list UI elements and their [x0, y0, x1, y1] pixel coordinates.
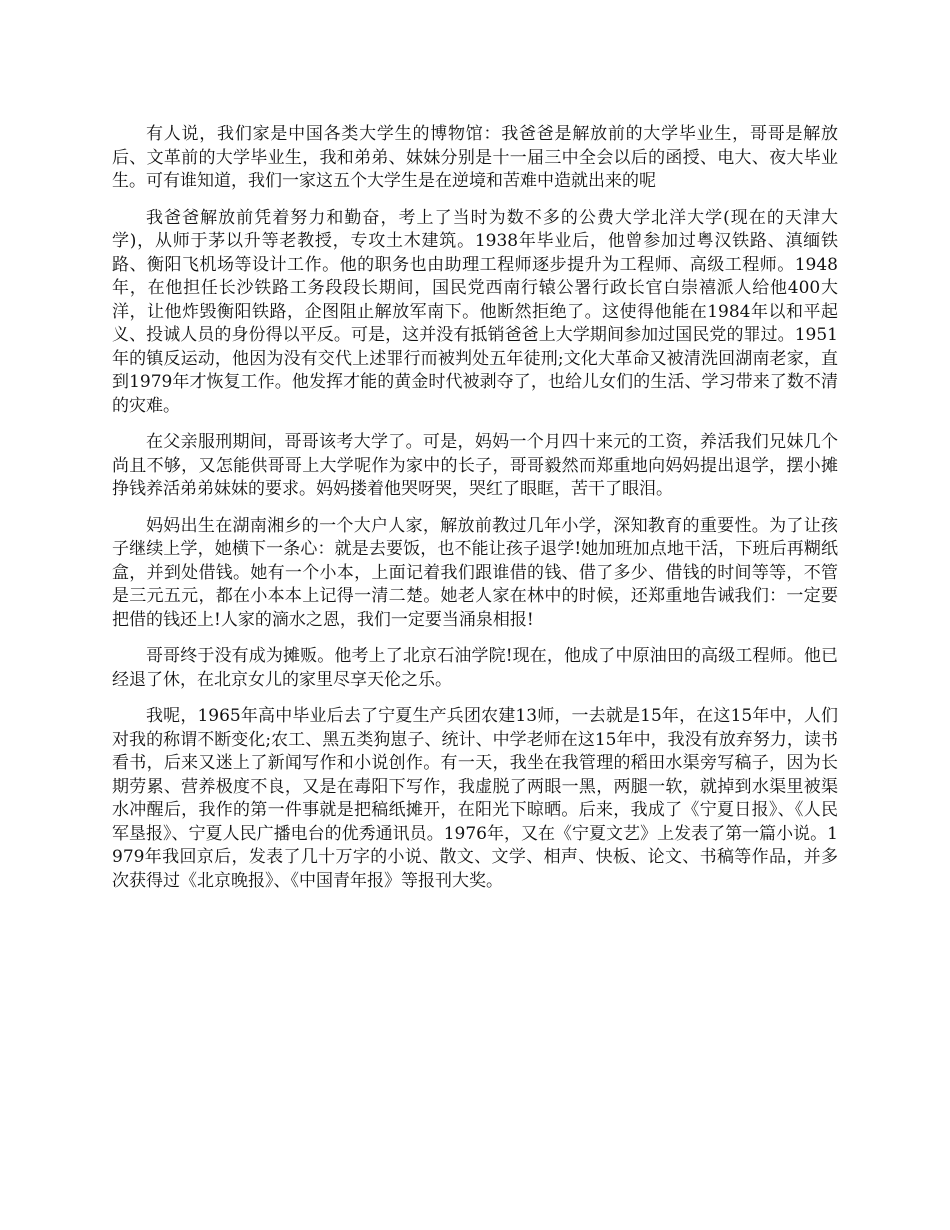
paragraph: 我呢，1965年高中毕业后去了宁夏生产兵团农建13师，一去就是15年，在这15年中，人们对我的称谓不断变化;农工、黑五类狗崽子、统计、中学老师在这15年中，我没有放弃努力，读书看书，后来又迷上了新闻写作和小说创作。有一天，我坐在我管理的稻田水渠旁写稿子，因为长期劳累、营养极度不良，又是在毒阳下写作，我虚脱了两眼一黑，两腿一软，就掉到水渠里被渠水冲醒后，我作的第一件事就是把稿纸摊开，在阳光下晾晒。后来，我成了《宁夏日报》、《人民军垦报》、宁夏人民广播电台的优秀通讯员。1976年，又在《宁夏文艺》上发表了第一篇小说。1979年我回京后，发表了几十万字的小说、散文、文学、相声、快板、论文、书稿等作品，并多次获得过《北京晚报》、《中国青年报》等报刊大奖。 — [112, 706, 838, 891]
paragraph: 哥哥终于没有成为摊贩。他考上了北京石油学院!现在，他成了中原油田的高级工程师。他已经退了休，在北京女儿的家里尽享天伦之乐。 — [112, 646, 838, 690]
paragraph: 我爸爸解放前凭着努力和勤奋，考上了当时为数不多的公费大学北洋大学(现在的天津大学)，从师于茅以升等老教授，专攻土木建筑。1938年毕业后，他曾参加过粤汉铁路、滇缅铁路、衡阳飞机场等设计工作。他的职务也由助理工程师逐步提升为工程师、高级工程师。1948年，在他担任长沙铁路工务段段长期间，国民党西南行辕公署行政长官白崇禧派人给他400大洋，让他炸毁衡阳铁路，企图阻止解放军南下。他断然拒绝了。这使得他能在1984年以和平起义、投诚人员的身份得以平反。可是，这并没有抵销爸爸上大学期间参加过国民党的罪过。1951年的镇反运动，他因为没有交代上述罪行而被判处五年徒刑;文化大革命又被清洗回湖南老家，直到1979年才恢复工作。他发挥才能的黄金时代被剥夺了，也给儿女们的生活、学习带来了数不清的灾难。 — [112, 207, 838, 416]
paragraph: 妈妈出生在湖南湘乡的一个大户人家，解放前教过几年小学，深知教育的重要性。为了让孩子继续上学，她横下一条心：就是去要饭，也不能让孩子退学!她加班加点地干活，下班后再糊纸盒，并到处借钱。她有一个小本，上面记着我们跟谁借的钱、借了多少、借钱的时间等等，不管是三元五元，都在小本本上记得一清二楚。她老人家在林中的时候，还郑重地告诫我们：一定要把借的钱还上!人家的滴水之恩，我们一定要当涌泉相报! — [112, 515, 838, 630]
document-body — [112, 123, 838, 906]
paragraph: 有人说，我们家是中国各类大学生的博物馆：我爸爸是解放前的大学毕业生，哥哥是解放后、文革前的大学毕业生，我和弟弟、妹妹分别是十一届三中全会以后的函授、电大、夜大毕业生。可有谁知道，我们一家这五个大学生是在逆境和苦难中造就出来的呢 — [112, 124, 838, 191]
paragraph: 在父亲服刑期间，哥哥该考大学了。可是，妈妈一个月四十来元的工资，养活我们兄妹几个尚且不够，又怎能供哥哥上大学呢作为家中的长子，哥哥毅然而郑重地向妈妈提出退学，摆小摊挣钱养活弟弟妹妹的要求。妈妈搂着他哭呀哭，哭红了眼眶，苦干了眼泪。 — [112, 432, 838, 499]
